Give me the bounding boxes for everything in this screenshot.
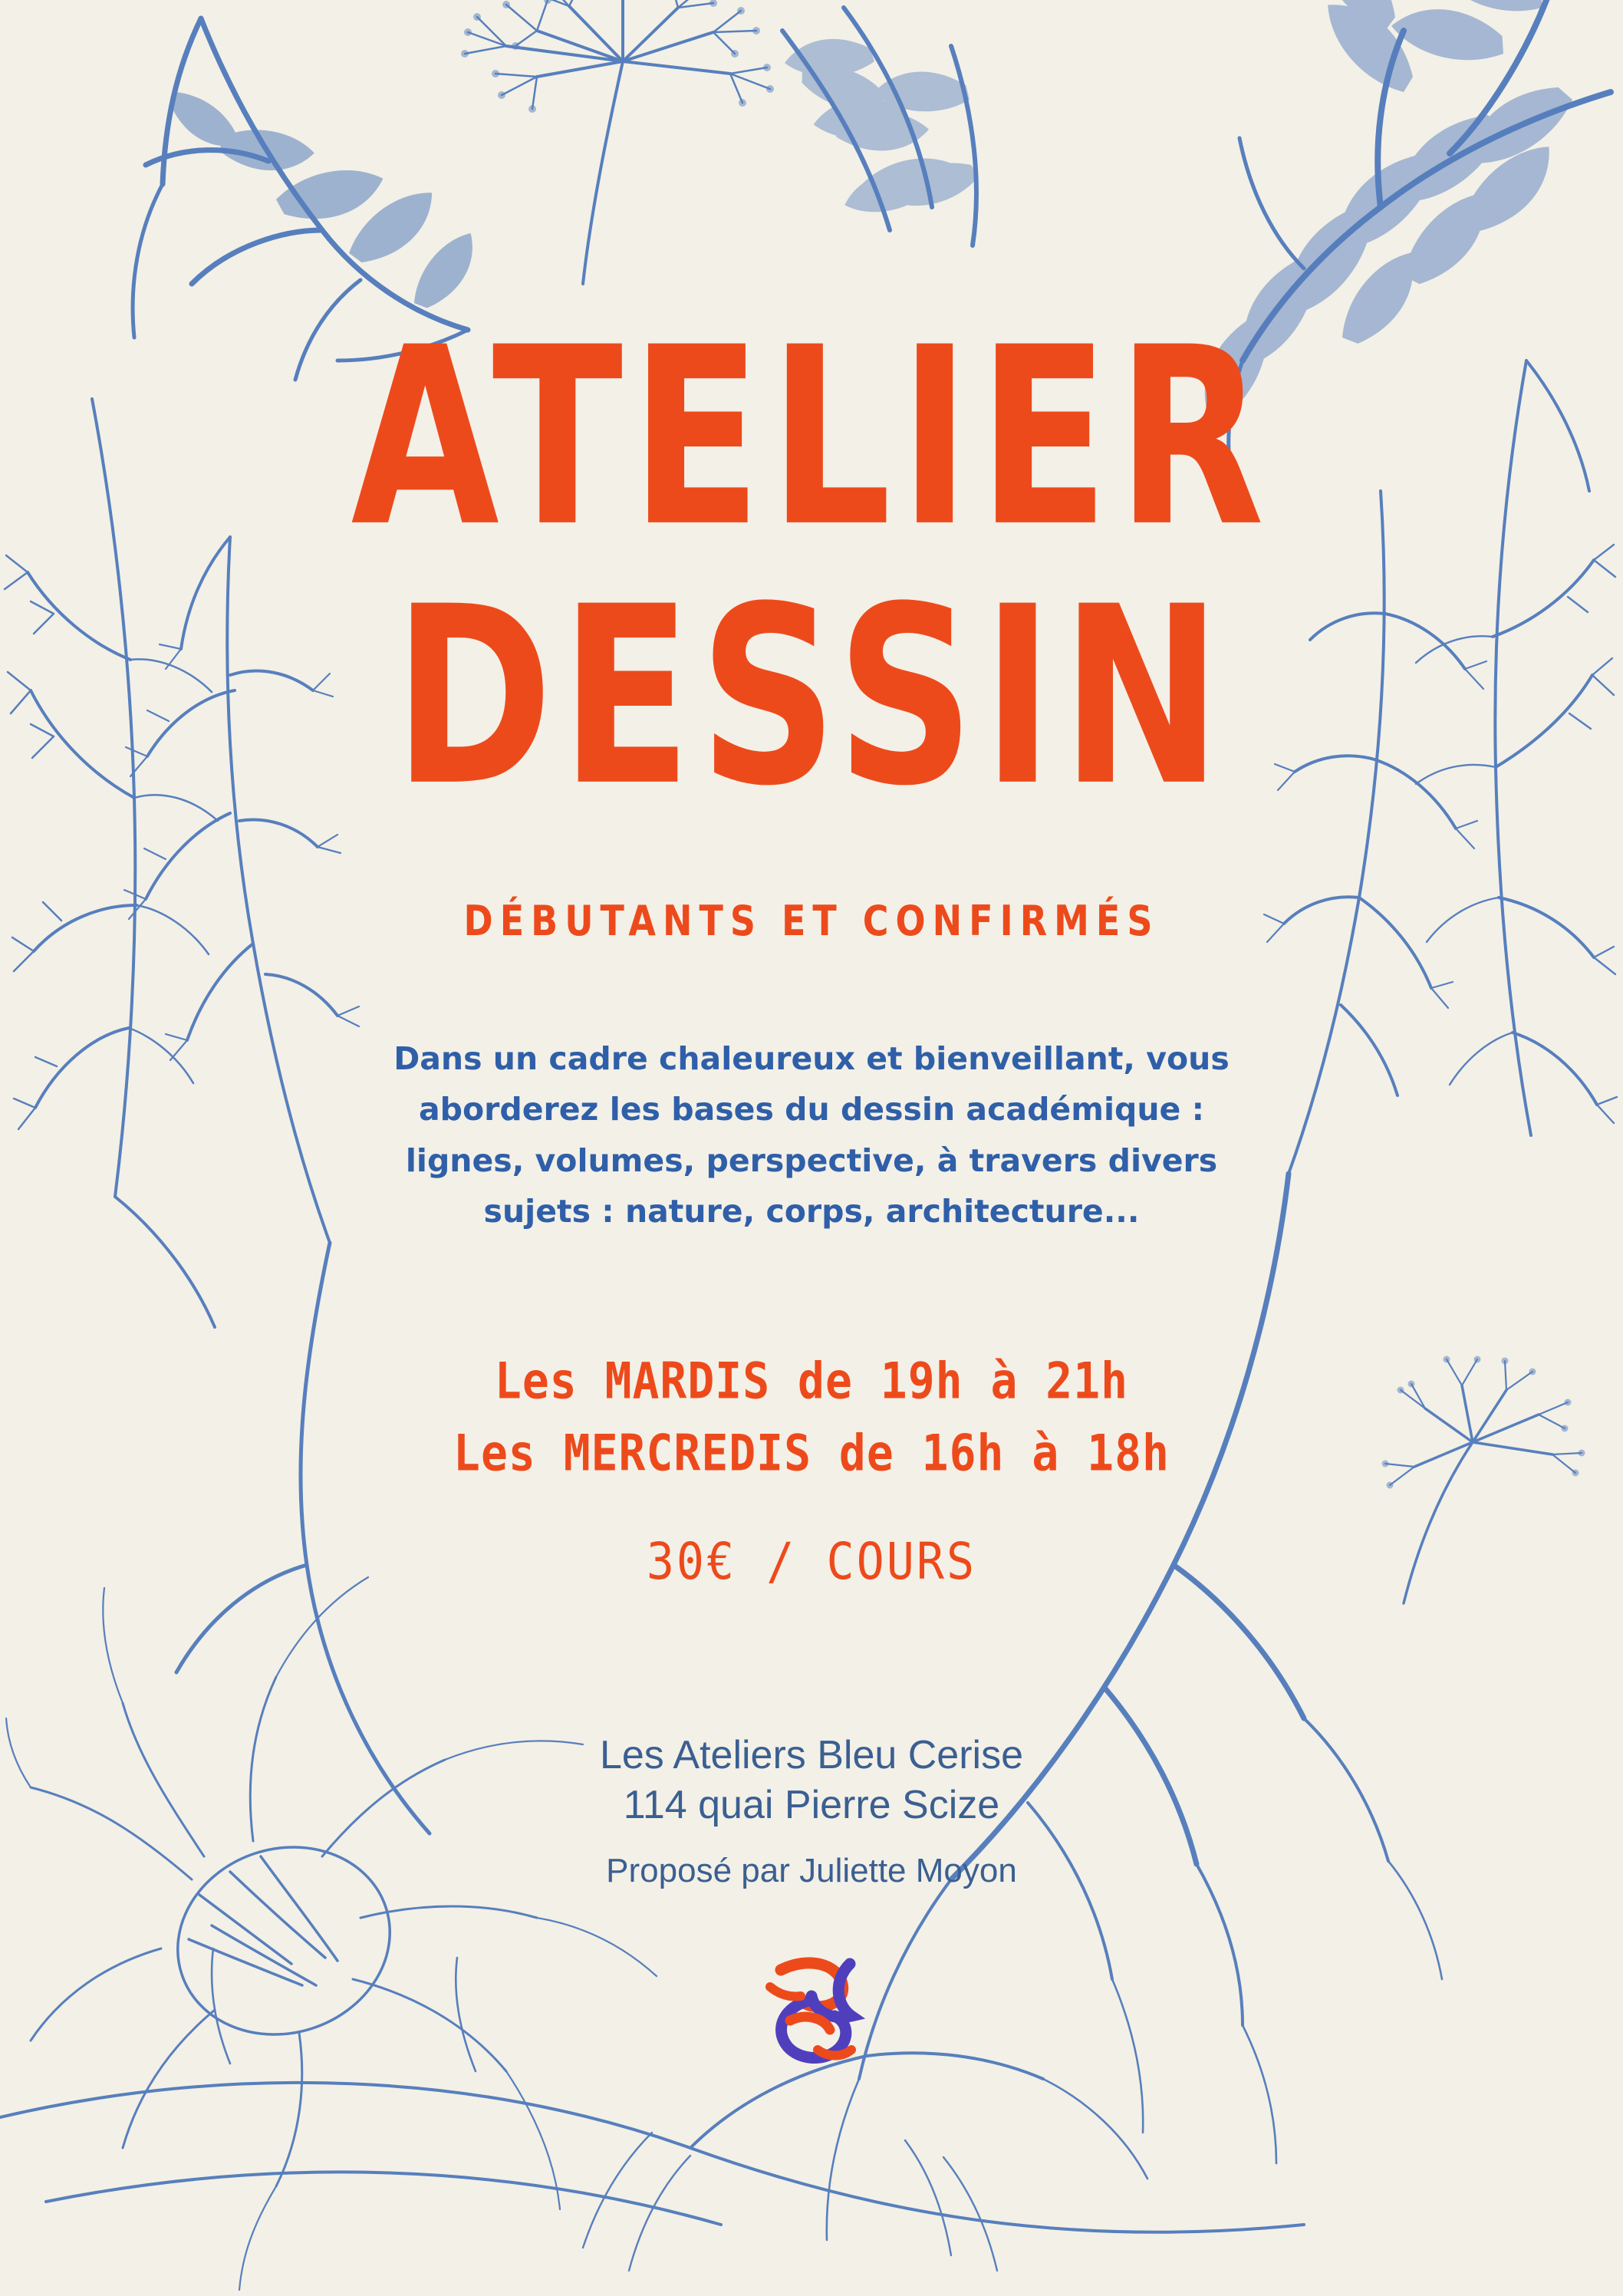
venue-address: 114 quai Pierre Scize (623, 1782, 1000, 1827)
poster-title-line-2: DESSIN (393, 553, 1230, 840)
bleu-cerise-logo (735, 1930, 888, 2084)
proposer-text: Proposé par Juliette Moyon (606, 1851, 1017, 1889)
price-text: 30€ / COURS (646, 1532, 977, 1592)
poster-subtitle: DÉBUTANTS ET CONFIRMÉS (463, 896, 1160, 945)
schedule-line-1: Les MARDIS de 19h à 21h (494, 1351, 1129, 1410)
venue-block (600, 1731, 1023, 1830)
poster-title-line-1: ATELIER (351, 294, 1272, 581)
title-block (0, 294, 1623, 840)
schedule-line-2: Les MERCREDIS de 16h à 18h (453, 1423, 1170, 1482)
schedule-block (453, 1345, 1170, 1489)
venue-name: Les Ateliers Bleu Cerise (599, 1732, 1024, 1777)
poster-description: Dans un cadre chaleureux et bienveillant, vous aborderez les bases du dessin académique : lignes, volumes, perspective, à travers divers sujets : nature, corps, architecture... (393, 1040, 1230, 1230)
